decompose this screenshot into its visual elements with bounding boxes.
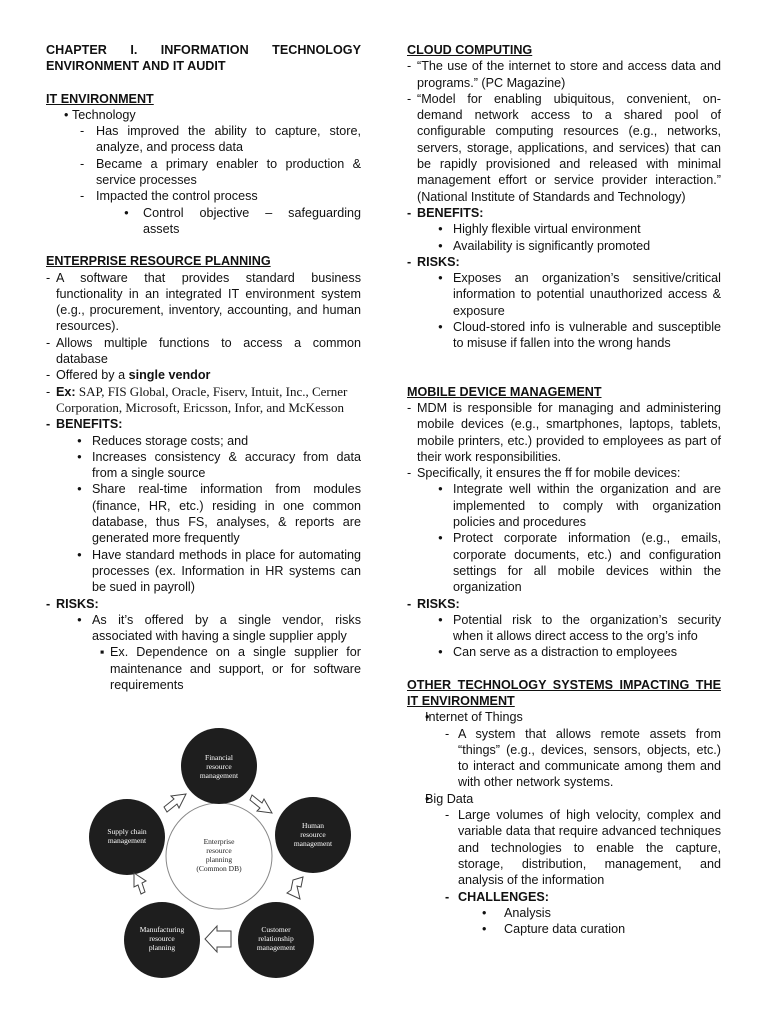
- list-item: ● Exposes an organization’s sensitive/critical information to potential unauthorized access & exposure: [407, 270, 721, 319]
- node-label: management: [256, 943, 296, 952]
- risks-label: - RISKS:: [46, 596, 361, 612]
- node-label: Financial: [205, 753, 233, 762]
- node-label: resource: [149, 934, 175, 943]
- erp-diagram-svg: [86, 720, 366, 985]
- mdm-heading: MOBILE DEVICE MANAGEMENT: [407, 384, 602, 399]
- benefits-label: - BENEFITS:: [407, 205, 721, 221]
- list-item: - Has improved the ability to capture, store, analyze, and process data: [46, 123, 361, 156]
- bigdata-points: [407, 807, 721, 905]
- mdm-points: [407, 400, 721, 481]
- cloud-section: [407, 42, 721, 352]
- center-label: resource: [206, 846, 232, 855]
- mdm-section: [407, 384, 721, 661]
- mdm-ensures: [407, 481, 721, 595]
- center-label: planning: [205, 855, 233, 864]
- erp-heading: ENTERPRISE RESOURCE PLANNING: [46, 254, 271, 269]
- node-label: Supply chain: [107, 827, 147, 836]
- iot-points: [407, 726, 721, 791]
- technology-points: [46, 123, 361, 204]
- arrow-right-down-icon: [250, 795, 272, 813]
- cloud-points: [407, 58, 721, 221]
- erp-diagram: [86, 720, 366, 985]
- list-item: ● Have standard methods in place for automating processes (ex. Information in HR systems can be sued in payroll): [46, 547, 361, 596]
- other-tech-heading: OTHER TECHNOLOGY SYSTEMS IMPACTING THE IT ENVIRONMENT: [407, 677, 721, 708]
- list-item: - A system that allows remote assets from “things” (e.g., devices, sensors, objects, etc.) to interact and communicate among them and with other network systems.: [407, 726, 721, 791]
- cloud-risks: [407, 270, 721, 351]
- list-item: - Large volumes of high velocity, complex and variable data that require advanced techniques and technologies to enable the capture, storage, distribution, management, and analysis of the information: [407, 807, 721, 888]
- challenges-label: - CHALLENGES:: [407, 889, 721, 905]
- vendor-examples: SAP, FIS Global, Oracle, Fiserv, Intuit, Inc., Cerner Corporation, Microsoft, Ericsson, Infor, and McKesson: [56, 383, 348, 415]
- list-item: - “The use of the internet to store and access data and programs.” (PC Magazine): [407, 58, 721, 91]
- node-label: relationship: [258, 934, 294, 943]
- arrow-up-left-icon: [134, 873, 146, 894]
- right-column: [407, 42, 721, 937]
- it-environment-heading: IT ENVIRONMENT: [46, 91, 154, 106]
- list-item: ● Protect corporate information (e.g., emails, corporate documents, etc.) and configuration settings for all mobile devices within the organization: [407, 530, 721, 595]
- list-item: - Allows multiple functions to access a common database: [46, 335, 361, 368]
- node-label: Human: [301, 821, 325, 830]
- list-item: ● Highly flexible virtual environment: [407, 221, 721, 237]
- list-item: - MDM is responsible for managing and administering mobile devices (e.g., smartphones, laptops, tablets, mobile printers, etc.) provided to employees as part of their work responsibilities.: [407, 400, 721, 465]
- node-label: resource: [300, 830, 326, 839]
- node-label: management: [293, 839, 333, 848]
- control-objective-list: [46, 205, 361, 238]
- control-objective: ● Control objective – safeguarding assets: [46, 205, 361, 238]
- node-label: management: [199, 771, 239, 780]
- arrow-up-right-icon: [164, 794, 186, 812]
- risks-label: - RISKS:: [407, 596, 721, 612]
- node-label: management: [107, 836, 147, 845]
- cloud-risks-label-list: [407, 254, 721, 270]
- erp-risks: [46, 612, 361, 645]
- list-item: - A software that provides standard business functionality in an integrated IT environment system (e.g., procurement, inventory, accounting, and human resources).: [46, 270, 361, 335]
- left-column: [46, 42, 361, 693]
- list-item: • Capture data curation: [407, 921, 721, 937]
- single-vendor: single vendor: [128, 368, 211, 383]
- list-item: ● Increases consistency & accuracy from data from a single source: [46, 449, 361, 482]
- arrow-left-icon: [205, 926, 231, 952]
- list-item: - Impacted the control process: [46, 188, 361, 204]
- list-item: ● Reduces storage costs; and: [46, 433, 361, 449]
- erp-benefits: [46, 433, 361, 596]
- erp-points: [46, 270, 361, 433]
- risks-label: - RISKS:: [407, 254, 721, 270]
- node-label: planning: [148, 943, 176, 952]
- center-label: Enterprise: [203, 837, 235, 846]
- node-label: Manufacturing: [139, 925, 185, 934]
- list-item: [46, 384, 361, 417]
- mdm-risks-label-list: [407, 596, 721, 612]
- challenges-list: [407, 905, 721, 938]
- node-label: Customer: [261, 925, 291, 934]
- list-item: - Specifically, it ensures the ff for mobile devices:: [407, 465, 721, 481]
- list-item: ● Cloud-stored info is vulnerable and susceptible to misuse if fallen into the wrong hands: [407, 319, 721, 352]
- ex-label: Ex:: [56, 384, 76, 399]
- it-environment-section: [46, 91, 361, 238]
- erp-risk-sub: [46, 644, 361, 693]
- list-item: [46, 367, 361, 383]
- list-item: ● As it’s offered by a single vendor, risks associated with having a single supplier apply: [46, 612, 361, 645]
- iot-item: • Internet of Things: [407, 709, 721, 725]
- list-item: ▪ Ex. Dependence on a single supplier for maintenance and support, or for software requirements: [46, 644, 361, 693]
- cloud-benefits: [407, 221, 721, 254]
- other-tech-section: [407, 677, 721, 938]
- list-item: ● Integrate well within the organization and are implemented to comply with organization policies and procedures: [407, 481, 721, 530]
- vendor-prefix: Offered by a: [56, 368, 129, 383]
- list-item: - “Model for enabling ubiquitous, convenient, on-demand network access to a shared pool of configurable computing resources (e.g., networks, servers, storage, applications, and services) that can be rapidly provisioned and released with minimal management effort or service provider interaction.” (National Institute of Standards and Technology): [407, 91, 721, 205]
- chapter-title: CHAPTER I. INFORMATION TECHNOLOGY ENVIRONMENT AND IT AUDIT: [46, 43, 361, 74]
- list-item: • Analysis: [407, 905, 721, 921]
- erp-section: [46, 253, 361, 693]
- technology-item: • Technology: [46, 107, 361, 123]
- arrow-down-left-icon: [287, 877, 303, 899]
- node-label: resource: [206, 762, 232, 771]
- list-item: ● Share real-time information from modules (finance, HR, etc.) residing in one common database, thus FS, analyses, & reports are generated more frequently: [46, 481, 361, 546]
- list-item: ● Potential risk to the organization’s security when it allows direct access to the org’s info: [407, 612, 721, 645]
- list-item: ● Availability is significantly promoted: [407, 238, 721, 254]
- mdm-risks: [407, 612, 721, 661]
- list-item: - Became a primary enabler to production & service processes: [46, 156, 361, 189]
- list-item: ● Can serve as a distraction to employees: [407, 644, 721, 660]
- bigdata-item: • Big Data: [407, 791, 721, 807]
- center-label: (Common DB): [196, 864, 242, 873]
- benefits-label: - BENEFITS:: [46, 416, 361, 432]
- erp-risks-label-list: [46, 596, 361, 612]
- cloud-heading: CLOUD COMPUTING: [407, 43, 533, 57]
